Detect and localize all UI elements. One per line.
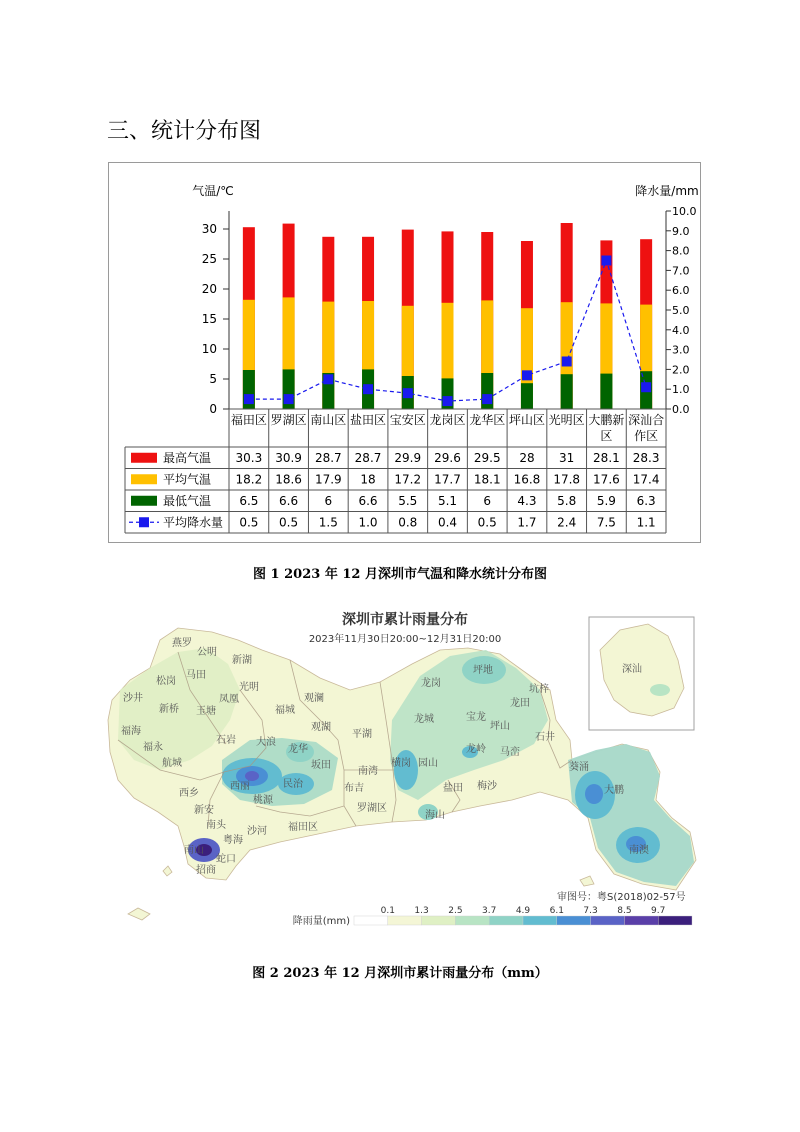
hotspot-henggang — [394, 750, 418, 790]
table-cell: 28.7 — [314, 450, 342, 465]
legend-color-cell — [557, 916, 591, 925]
place-label: 平湖 — [352, 729, 372, 740]
legend-color-cell — [591, 916, 625, 925]
table-cell: 17.9 — [314, 472, 342, 487]
place-label: 梅沙 — [477, 781, 497, 792]
category-label: 龙岗区 — [429, 413, 466, 427]
table-cell: 18.1 — [473, 472, 501, 487]
table-cell: 17.6 — [593, 472, 620, 487]
category-label: 龙华区 — [469, 413, 506, 427]
place-label: 大鹏 — [604, 785, 624, 796]
temperature-precipitation-chart — [108, 162, 701, 543]
table-cell: 1.1 — [636, 515, 656, 530]
map-approval-number: 审图号：粤S(2018)02-57号 — [557, 892, 686, 903]
precip-point — [601, 256, 611, 266]
place-label: 宝龙 — [466, 712, 486, 723]
table-cell: 1.5 — [318, 515, 338, 530]
legend-value: 4.9 — [515, 906, 531, 916]
place-label: 南头 — [206, 820, 226, 831]
table-cell: 0.8 — [398, 515, 418, 530]
table-cell: 6.6 — [279, 493, 299, 508]
legend-swatch-marker — [139, 517, 149, 527]
category-label: 盐田区 — [350, 413, 387, 427]
table-cell: 1.7 — [517, 515, 537, 530]
place-label: 园山 — [418, 758, 438, 769]
place-label: 坪山 — [490, 721, 510, 732]
legend-value: 6.1 — [549, 906, 564, 916]
legend-color-cell — [523, 916, 557, 925]
legend-color-cell — [388, 916, 422, 925]
place-label: 横岗 — [391, 758, 411, 769]
place-label: 大浪 — [256, 737, 276, 748]
place-label: 福永 — [143, 742, 163, 753]
bar-min-temp — [600, 374, 612, 409]
table-cell: 28 — [519, 450, 535, 465]
island — [163, 866, 172, 876]
place-label: 松岗 — [156, 676, 176, 687]
table-cell: 0.4 — [437, 515, 458, 530]
hotspot-xili-center — [245, 771, 259, 781]
place-label: 龙华 — [288, 744, 308, 755]
rain-legend — [293, 906, 692, 927]
category-label: 福田区 — [230, 413, 267, 427]
rain-map — [107, 600, 700, 930]
legend-swatch — [131, 453, 157, 463]
legend-swatch — [131, 496, 157, 506]
map-title: 深圳市累计雨量分布 — [342, 612, 468, 628]
place-label: 观湖 — [311, 722, 331, 733]
table-cell: 0.5 — [279, 515, 299, 530]
y2-tick-label: 10.0 — [672, 205, 697, 218]
legend-color-cell — [422, 916, 456, 925]
precip-point — [244, 394, 254, 404]
chart-svg — [109, 163, 700, 542]
place-label: 桃源 — [253, 795, 273, 806]
y-tick-label: 20 — [201, 282, 217, 296]
legend-value: 3.7 — [482, 906, 497, 916]
y-tick-label: 10 — [201, 342, 217, 356]
figure1-caption: 图 1 2023 年 12 月深圳市气温和降水统计分布图 — [253, 567, 547, 582]
legend-value: 2.5 — [448, 906, 463, 916]
table-cell: 18.2 — [235, 472, 263, 487]
place-label: 葵涌 — [569, 762, 589, 773]
place-label: 观澜 — [304, 693, 324, 704]
island — [128, 908, 150, 920]
table-cell: 28.1 — [593, 450, 620, 465]
table-cell: 17.8 — [553, 472, 581, 487]
table-cell: 17.4 — [632, 472, 660, 487]
legend-color-cell — [624, 916, 658, 925]
legend-value: 0.1 — [380, 906, 395, 916]
place-label: 南湾 — [358, 766, 378, 777]
bar-min-temp — [561, 374, 573, 409]
table-cell: 5.1 — [437, 493, 458, 508]
place-label: 布吉 — [344, 783, 364, 794]
precip-point — [363, 384, 373, 394]
y-tick-label: 5 — [209, 372, 217, 386]
precip-point — [443, 396, 453, 406]
legend-label: 平均降水量 — [163, 515, 224, 530]
place-label: 马峦 — [500, 747, 520, 758]
table-cell: 16.8 — [513, 472, 541, 487]
table-cell: 6 — [324, 493, 333, 508]
y2-tick-label: 5.0 — [672, 304, 690, 317]
table-cell: 0.5 — [239, 515, 259, 530]
place-label: 石岩 — [216, 735, 236, 746]
legend-color-cell — [455, 916, 489, 925]
table-cell: 5.9 — [596, 493, 616, 508]
table-cell: 31 — [559, 450, 575, 465]
place-label: 海山 — [425, 810, 445, 821]
table-cell: 28.7 — [354, 450, 382, 465]
table-cell: 6.3 — [636, 493, 656, 508]
table-cell: 5.5 — [398, 493, 418, 508]
table-cell: 30.3 — [235, 450, 263, 465]
place-label: 坂田 — [311, 760, 331, 771]
place-label: 石井 — [535, 732, 555, 743]
legend-value: 1.3 — [414, 906, 429, 916]
place-label: 粤海 — [223, 835, 243, 846]
place-label: 公明 — [197, 647, 217, 658]
category-label: 大鹏新区 — [588, 413, 625, 443]
legend-color-cell — [489, 916, 523, 925]
table-cell: 17.2 — [394, 472, 422, 487]
place-label: 招商 — [196, 865, 216, 876]
y2-tick-label: 8.0 — [672, 244, 690, 258]
table-cell: 6 — [483, 493, 492, 508]
right-axis-label: 降水量/mm — [635, 184, 699, 198]
place-label: 坑梓 — [529, 684, 549, 695]
table-cell: 28.3 — [632, 450, 660, 465]
place-label: 西丽 — [230, 781, 250, 792]
legend-value: 9.7 — [651, 906, 666, 916]
y2-tick-label: 3.0 — [672, 343, 690, 357]
legend-label: 最低气温 — [163, 493, 212, 508]
y2-tick-label: 6.0 — [672, 284, 690, 298]
place-label: 马田 — [186, 670, 206, 681]
table-cell: 6.6 — [358, 493, 378, 508]
category-label: 南山区 — [310, 413, 347, 427]
y-tick-label: 30 — [201, 222, 217, 236]
place-label: 龙岭 — [466, 744, 486, 755]
precip-point — [482, 394, 492, 404]
place-label: 龙岗 — [421, 678, 441, 689]
legend-value: 7.3 — [583, 906, 598, 916]
precip-point — [522, 370, 532, 380]
precip-point — [284, 394, 294, 404]
category-label: 宝安区 — [389, 413, 426, 427]
place-label: 罗湖区 — [357, 803, 387, 814]
inset-label: 深汕 — [622, 664, 642, 675]
table-cell: 29.6 — [434, 450, 461, 465]
legend-label: 最高气温 — [163, 450, 212, 465]
inset-rain-area — [650, 684, 670, 696]
legend-value: 8.5 — [617, 906, 632, 916]
category-label: 罗湖区 — [270, 413, 307, 427]
table-cell: 4.3 — [517, 493, 537, 508]
legend-swatch — [131, 474, 157, 484]
place-label: 福田区 — [288, 822, 318, 833]
y-tick-label: 25 — [201, 252, 217, 266]
place-label: 新安 — [194, 805, 214, 816]
precip-point — [403, 388, 413, 398]
bar-min-temp — [521, 383, 533, 409]
place-label: 福城 — [275, 705, 295, 716]
y-tick-label: 15 — [201, 312, 217, 326]
hotspot-dapeng-core — [585, 784, 603, 804]
place-label: 龙田 — [510, 698, 530, 709]
category-label: 坪山区 — [508, 413, 545, 427]
map-subtitle: 2023年11月30日20:00~12月31日20:00 — [308, 634, 502, 645]
place-label: 南山 — [184, 845, 204, 856]
left-axis-label: 气温/℃ — [192, 184, 234, 198]
island — [580, 876, 594, 886]
y2-tick-label: 1.0 — [672, 383, 690, 397]
table-cell: 2.4 — [557, 515, 577, 530]
table-cell: 7.5 — [596, 515, 616, 530]
section-title: 三、统计分布图 — [107, 119, 262, 144]
table-cell: 18 — [360, 472, 376, 487]
place-label: 西乡 — [179, 788, 199, 799]
place-label: 民治 — [283, 779, 303, 790]
y-tick-label: 0 — [209, 402, 217, 416]
legend-label: 平均气温 — [163, 472, 212, 487]
table-cell: 1.0 — [358, 515, 378, 530]
place-label: 龙城 — [414, 714, 434, 725]
y2-tick-label: 9.0 — [672, 224, 690, 238]
y2-tick-label: 2.0 — [672, 363, 690, 377]
category-label: 深汕合作区 — [628, 413, 665, 443]
place-label: 光明 — [239, 682, 259, 693]
precip-point — [562, 356, 572, 366]
precip-point — [641, 382, 651, 392]
y2-tick-label: 7.0 — [672, 264, 690, 278]
legend-color-cell — [354, 916, 388, 925]
y2-tick-label: 4.0 — [672, 323, 690, 337]
place-label: 玉塘 — [196, 706, 216, 717]
table-cell: 5.8 — [557, 493, 577, 508]
place-label: 燕罗 — [172, 638, 192, 649]
place-label: 新湖 — [232, 655, 252, 666]
place-label: 盐田 — [443, 783, 463, 794]
rain-map-svg — [107, 600, 700, 930]
table-cell: 0.5 — [477, 515, 497, 530]
table-cell: 18.6 — [275, 472, 302, 487]
table-cell: 6.5 — [239, 493, 259, 508]
figure2-caption: 图 2 2023 年 12 月深圳市累计雨量分布（mm） — [252, 966, 548, 981]
place-label: 航城 — [162, 758, 182, 769]
place-label: 沙井 — [123, 693, 143, 704]
table-cell: 29.5 — [473, 450, 501, 465]
place-label: 沙河 — [247, 826, 267, 837]
table-cell: 17.7 — [434, 472, 461, 487]
place-label: 福海 — [121, 726, 141, 737]
legend-color-cell — [658, 916, 692, 925]
place-label: 南澳 — [629, 845, 649, 856]
place-label: 蛇口 — [216, 854, 236, 865]
place-label: 新桥 — [159, 704, 179, 715]
precip-point — [323, 374, 333, 384]
table-cell: 29.9 — [394, 450, 422, 465]
y2-tick-label: 0.0 — [672, 403, 690, 416]
legend-title: 降雨量(mm) — [292, 916, 350, 927]
place-label: 坪地 — [473, 665, 493, 676]
place-label: 凤凰 — [219, 694, 239, 705]
table-cell: 30.9 — [275, 450, 302, 465]
category-label: 光明区 — [548, 413, 585, 427]
